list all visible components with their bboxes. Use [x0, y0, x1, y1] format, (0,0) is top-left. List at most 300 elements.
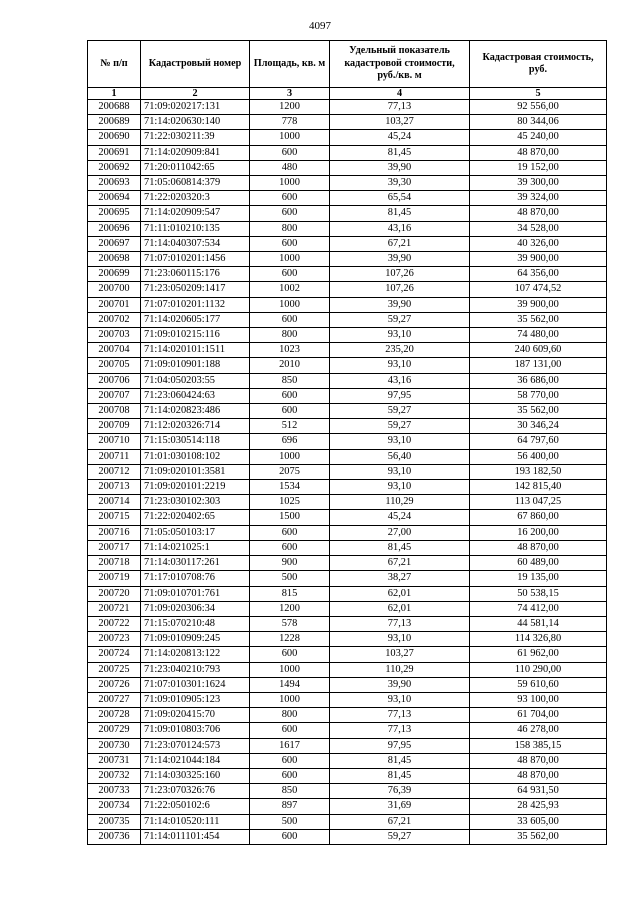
cell-cadastral-value: 50 538,15 [470, 586, 607, 601]
cell-area: 778 [250, 115, 330, 130]
cell-cadastral-value: 80 344,06 [470, 115, 607, 130]
cell-cadastral-value: 35 562,00 [470, 829, 607, 844]
cell-unit-value: 81,45 [330, 753, 470, 768]
cell-row-number: 200711 [88, 449, 141, 464]
table-row [88, 206, 607, 221]
cell-row-number: 200702 [88, 312, 141, 327]
cell-row-number: 200705 [88, 358, 141, 373]
cell-row-number: 200709 [88, 419, 141, 434]
cell-cadastral-value: 46 278,00 [470, 723, 607, 738]
cell-cadastral-value: 48 870,00 [470, 753, 607, 768]
cell-row-number: 200716 [88, 525, 141, 540]
cell-area: 696 [250, 434, 330, 449]
cell-cadastral-value: 67 860,00 [470, 510, 607, 525]
table-row [88, 556, 607, 571]
table-row [88, 404, 607, 419]
cell-unit-value: 62,01 [330, 601, 470, 616]
cell-unit-value: 59,27 [330, 829, 470, 844]
cell-row-number: 200723 [88, 632, 141, 647]
cell-unit-value: 56,40 [330, 449, 470, 464]
cell-unit-value: 110,29 [330, 662, 470, 677]
cell-cadastral-number: 71:09:010909:245 [141, 632, 250, 647]
cell-row-number: 200729 [88, 723, 141, 738]
cell-area: 1000 [250, 130, 330, 145]
cell-row-number: 200735 [88, 814, 141, 829]
cell-row-number: 200691 [88, 145, 141, 160]
cell-area: 1025 [250, 495, 330, 510]
cell-area: 600 [250, 525, 330, 540]
cell-row-number: 200689 [88, 115, 141, 130]
cell-unit-value: 235,20 [330, 343, 470, 358]
cell-row-number: 200718 [88, 556, 141, 571]
cell-cadastral-number: 71:14:020909:547 [141, 206, 250, 221]
cell-row-number: 200715 [88, 510, 141, 525]
table-row [88, 100, 607, 115]
cell-cadastral-value: 64 797,60 [470, 434, 607, 449]
table-row [88, 829, 607, 844]
cell-row-number: 200707 [88, 388, 141, 403]
cell-cadastral-value: 64 356,00 [470, 267, 607, 282]
table-row [88, 723, 607, 738]
cell-cadastral-number: 71:09:020217:131 [141, 100, 250, 115]
table-row [88, 358, 607, 373]
table-row [88, 236, 607, 251]
cell-cadastral-number: 71:23:070326:76 [141, 784, 250, 799]
table-row [88, 130, 607, 145]
cell-unit-value: 97,95 [330, 388, 470, 403]
cell-unit-value: 81,45 [330, 540, 470, 555]
cell-cadastral-number: 71:09:010901:188 [141, 358, 250, 373]
cell-unit-value: 110,29 [330, 495, 470, 510]
table-row [88, 495, 607, 510]
cell-cadastral-value: 142 815,40 [470, 480, 607, 495]
cell-cadastral-number: 71:23:060115:176 [141, 267, 250, 282]
cell-row-number: 200700 [88, 282, 141, 297]
cell-row-number: 200701 [88, 297, 141, 312]
table-row [88, 692, 607, 707]
cell-unit-value: 93,10 [330, 358, 470, 373]
cell-unit-value: 107,26 [330, 282, 470, 297]
cell-cadastral-number: 71:17:010708:76 [141, 571, 250, 586]
cell-row-number: 200724 [88, 647, 141, 662]
cell-cadastral-value: 39 900,00 [470, 252, 607, 267]
cell-cadastral-value: 48 870,00 [470, 540, 607, 555]
cell-area: 600 [250, 753, 330, 768]
cell-row-number: 200713 [88, 480, 141, 495]
cell-row-number: 200694 [88, 191, 141, 206]
cell-cadastral-number: 71:14:020605:177 [141, 312, 250, 327]
cell-cadastral-value: 187 131,00 [470, 358, 607, 373]
table-row [88, 662, 607, 677]
cell-cadastral-value: 59 610,60 [470, 677, 607, 692]
cell-cadastral-number: 71:15:070210:48 [141, 616, 250, 631]
cell-area: 600 [250, 404, 330, 419]
cell-unit-value: 77,13 [330, 723, 470, 738]
cell-cadastral-value: 36 686,00 [470, 373, 607, 388]
cell-cadastral-number: 71:09:020415:70 [141, 708, 250, 723]
table-row [88, 328, 607, 343]
cell-cadastral-number: 71:23:070124:573 [141, 738, 250, 753]
cell-cadastral-number: 71:11:010210:135 [141, 221, 250, 236]
cell-area: 1002 [250, 282, 330, 297]
table-row [88, 540, 607, 555]
cell-cadastral-number: 71:09:020306:34 [141, 601, 250, 616]
cell-cadastral-value: 60 489,00 [470, 556, 607, 571]
cell-row-number: 200722 [88, 616, 141, 631]
cell-unit-value: 43,16 [330, 373, 470, 388]
table-row [88, 647, 607, 662]
cell-cadastral-value: 48 870,00 [470, 145, 607, 160]
cell-cadastral-number: 71:14:020630:140 [141, 115, 250, 130]
cell-cadastral-value: 58 770,00 [470, 388, 607, 403]
cell-cadastral-value: 61 962,00 [470, 647, 607, 662]
cell-cadastral-value: 158 385,15 [470, 738, 607, 753]
cell-cadastral-value: 114 326,80 [470, 632, 607, 647]
column-number: 1 [88, 88, 141, 100]
cell-row-number: 200708 [88, 404, 141, 419]
cell-row-number: 200698 [88, 252, 141, 267]
cell-area: 600 [250, 540, 330, 555]
table-row [88, 312, 607, 327]
cell-cadastral-value: 16 200,00 [470, 525, 607, 540]
cell-unit-value: 39,30 [330, 176, 470, 191]
cell-row-number: 200690 [88, 130, 141, 145]
cell-area: 2075 [250, 464, 330, 479]
table-row [88, 814, 607, 829]
cell-row-number: 200704 [88, 343, 141, 358]
table-row [88, 677, 607, 692]
table-row [88, 708, 607, 723]
table-row [88, 632, 607, 647]
cell-row-number: 200721 [88, 601, 141, 616]
table-row [88, 343, 607, 358]
cell-row-number: 200734 [88, 799, 141, 814]
cell-area: 1494 [250, 677, 330, 692]
cell-area: 1228 [250, 632, 330, 647]
table-row [88, 738, 607, 753]
cell-cadastral-value: 110 290,00 [470, 662, 607, 677]
cell-area: 600 [250, 312, 330, 327]
cell-cadastral-number: 71:05:060814:379 [141, 176, 250, 191]
cell-unit-value: 67,21 [330, 814, 470, 829]
cell-row-number: 200730 [88, 738, 141, 753]
cell-cadastral-number: 71:09:010701:761 [141, 586, 250, 601]
table-body [88, 100, 607, 845]
cell-area: 800 [250, 328, 330, 343]
cell-area: 1200 [250, 100, 330, 115]
table-row [88, 753, 607, 768]
cell-unit-value: 81,45 [330, 206, 470, 221]
cell-row-number: 200727 [88, 692, 141, 707]
table-row [88, 525, 607, 540]
cell-area: 600 [250, 236, 330, 251]
cell-area: 600 [250, 829, 330, 844]
cell-area: 815 [250, 586, 330, 601]
cell-cadastral-value: 35 562,00 [470, 404, 607, 419]
cell-cadastral-number: 71:23:060424:63 [141, 388, 250, 403]
cell-cadastral-value: 39 324,00 [470, 191, 607, 206]
table-row [88, 297, 607, 312]
cell-cadastral-number: 71:23:040210:793 [141, 662, 250, 677]
cell-unit-value: 93,10 [330, 480, 470, 495]
cell-cadastral-number: 71:14:020909:841 [141, 145, 250, 160]
table-row [88, 510, 607, 525]
cell-cadastral-number: 71:14:021025:1 [141, 540, 250, 555]
cell-cadastral-value: 48 870,00 [470, 768, 607, 783]
cell-cadastral-number: 71:23:030102:303 [141, 495, 250, 510]
cell-cadastral-value: 45 240,00 [470, 130, 607, 145]
cell-cadastral-value: 33 605,00 [470, 814, 607, 829]
table-row [88, 601, 607, 616]
cell-area: 600 [250, 723, 330, 738]
cell-area: 578 [250, 616, 330, 631]
cell-area: 897 [250, 799, 330, 814]
cell-row-number: 200692 [88, 160, 141, 175]
cell-cadastral-number: 71:20:011042:65 [141, 160, 250, 175]
cell-row-number: 200696 [88, 221, 141, 236]
cell-cadastral-value: 40 326,00 [470, 236, 607, 251]
cell-row-number: 200731 [88, 753, 141, 768]
cell-unit-value: 76,39 [330, 784, 470, 799]
table-row [88, 176, 607, 191]
cell-row-number: 200710 [88, 434, 141, 449]
cell-cadastral-value: 92 556,00 [470, 100, 607, 115]
cell-cadastral-value: 74 412,00 [470, 601, 607, 616]
cell-cadastral-number: 71:07:010201:1456 [141, 252, 250, 267]
table-row [88, 267, 607, 282]
cell-area: 1200 [250, 601, 330, 616]
cell-cadastral-number: 71:14:010520:111 [141, 814, 250, 829]
cell-area: 600 [250, 388, 330, 403]
cell-unit-value: 81,45 [330, 145, 470, 160]
cell-unit-value: 39,90 [330, 252, 470, 267]
cell-cadastral-value: 113 047,25 [470, 495, 607, 510]
cell-cadastral-number: 71:05:050103:17 [141, 525, 250, 540]
cell-unit-value: 67,21 [330, 556, 470, 571]
cell-cadastral-value: 19 135,00 [470, 571, 607, 586]
cell-row-number: 200728 [88, 708, 141, 723]
page-number: 4097 [309, 20, 331, 32]
cell-row-number: 200699 [88, 267, 141, 282]
cell-cadastral-number: 71:14:020823:486 [141, 404, 250, 419]
table-row [88, 160, 607, 175]
cell-area: 1000 [250, 662, 330, 677]
cell-cadastral-value: 240 609,60 [470, 343, 607, 358]
cell-area: 600 [250, 768, 330, 783]
cell-cadastral-value: 61 704,00 [470, 708, 607, 723]
cell-area: 900 [250, 556, 330, 571]
table-row [88, 464, 607, 479]
cell-cadastral-value: 64 931,50 [470, 784, 607, 799]
cell-row-number: 200736 [88, 829, 141, 844]
header-unit-value: Удельный показатель кадастровой стоимости, руб./кв. м [330, 41, 470, 88]
table-row [88, 221, 607, 236]
cell-unit-value: 97,95 [330, 738, 470, 753]
cell-row-number: 200719 [88, 571, 141, 586]
cell-area: 600 [250, 647, 330, 662]
table-row [88, 571, 607, 586]
cell-area: 800 [250, 221, 330, 236]
cell-area: 1000 [250, 252, 330, 267]
cell-cadastral-number: 71:14:021044:184 [141, 753, 250, 768]
cell-area: 2010 [250, 358, 330, 373]
cell-unit-value: 59,27 [330, 404, 470, 419]
cell-unit-value: 59,27 [330, 419, 470, 434]
cell-unit-value: 107,26 [330, 267, 470, 282]
table-row [88, 419, 607, 434]
column-number: 2 [141, 88, 250, 100]
cell-unit-value: 39,90 [330, 677, 470, 692]
cell-area: 1534 [250, 480, 330, 495]
cell-unit-value: 67,21 [330, 236, 470, 251]
header-row-number: № п/п [88, 41, 141, 88]
cell-area: 600 [250, 267, 330, 282]
cell-cadastral-number: 71:22:020402:65 [141, 510, 250, 525]
column-number: 3 [250, 88, 330, 100]
table-row [88, 191, 607, 206]
cell-area: 500 [250, 571, 330, 586]
header-area: Площадь, кв. м [250, 41, 330, 88]
cell-area: 480 [250, 160, 330, 175]
cell-unit-value: 93,10 [330, 328, 470, 343]
cell-unit-value: 62,01 [330, 586, 470, 601]
cell-area: 1000 [250, 692, 330, 707]
cell-cadastral-value: 107 474,52 [470, 282, 607, 297]
cell-row-number: 200714 [88, 495, 141, 510]
table-row [88, 616, 607, 631]
cell-cadastral-value: 74 480,00 [470, 328, 607, 343]
cell-area: 1500 [250, 510, 330, 525]
cell-cadastral-number: 71:09:020101:2219 [141, 480, 250, 495]
cell-unit-value: 39,90 [330, 297, 470, 312]
table-row [88, 586, 607, 601]
cell-unit-value: 77,13 [330, 708, 470, 723]
cell-row-number: 200725 [88, 662, 141, 677]
cell-row-number: 200733 [88, 784, 141, 799]
cadastral-value-table [87, 40, 607, 845]
cell-area: 800 [250, 708, 330, 723]
cell-cadastral-number: 71:23:050209:1417 [141, 282, 250, 297]
cell-cadastral-value: 44 581,14 [470, 616, 607, 631]
cell-row-number: 200695 [88, 206, 141, 221]
cell-cadastral-number: 71:14:040307:534 [141, 236, 250, 251]
cell-cadastral-value: 56 400,00 [470, 449, 607, 464]
table-row [88, 768, 607, 783]
column-number: 4 [330, 88, 470, 100]
column-number: 5 [470, 88, 607, 100]
table-row [88, 799, 607, 814]
cell-cadastral-number: 71:09:010215:116 [141, 328, 250, 343]
cell-cadastral-value: 193 182,50 [470, 464, 607, 479]
cell-unit-value: 39,90 [330, 160, 470, 175]
table-row [88, 434, 607, 449]
cell-cadastral-value: 35 562,00 [470, 312, 607, 327]
cell-area: 1000 [250, 176, 330, 191]
cell-area: 600 [250, 206, 330, 221]
cell-cadastral-number: 71:04:050203:55 [141, 373, 250, 388]
cell-row-number: 200726 [88, 677, 141, 692]
cell-cadastral-value: 39 300,00 [470, 176, 607, 191]
table-header-row [88, 41, 607, 88]
cell-unit-value: 93,10 [330, 692, 470, 707]
cell-cadastral-number: 71:01:030108:102 [141, 449, 250, 464]
cell-cadastral-number: 71:07:010301:1624 [141, 677, 250, 692]
cell-cadastral-value: 28 425,93 [470, 799, 607, 814]
cell-cadastral-number: 71:22:050102:6 [141, 799, 250, 814]
cell-area: 1000 [250, 297, 330, 312]
cell-unit-value: 103,27 [330, 115, 470, 130]
cell-cadastral-number: 71:12:020326:714 [141, 419, 250, 434]
cell-cadastral-value: 48 870,00 [470, 206, 607, 221]
cell-unit-value: 59,27 [330, 312, 470, 327]
cell-unit-value: 38,27 [330, 571, 470, 586]
cell-unit-value: 45,24 [330, 130, 470, 145]
cell-row-number: 200712 [88, 464, 141, 479]
cell-row-number: 200697 [88, 236, 141, 251]
cell-unit-value: 81,45 [330, 768, 470, 783]
cell-cadastral-value: 93 100,00 [470, 692, 607, 707]
cell-cadastral-number: 71:14:030117:261 [141, 556, 250, 571]
table-row [88, 115, 607, 130]
cell-unit-value: 77,13 [330, 616, 470, 631]
cell-area: 500 [250, 814, 330, 829]
cell-row-number: 200703 [88, 328, 141, 343]
cell-unit-value: 93,10 [330, 434, 470, 449]
cell-unit-value: 93,10 [330, 632, 470, 647]
cell-row-number: 200693 [88, 176, 141, 191]
table-row [88, 373, 607, 388]
cell-unit-value: 43,16 [330, 221, 470, 236]
table-row [88, 388, 607, 403]
cell-row-number: 200720 [88, 586, 141, 601]
cell-area: 512 [250, 419, 330, 434]
cell-cadastral-number: 71:14:020101:1511 [141, 343, 250, 358]
table-row [88, 449, 607, 464]
cell-cadastral-value: 30 346,24 [470, 419, 607, 434]
cell-area: 600 [250, 191, 330, 206]
cell-cadastral-number: 71:09:010905:123 [141, 692, 250, 707]
cell-unit-value: 65,54 [330, 191, 470, 206]
cell-cadastral-number: 71:15:030514:118 [141, 434, 250, 449]
table-row [88, 784, 607, 799]
table-row [88, 480, 607, 495]
cell-area: 850 [250, 784, 330, 799]
header-cadastral-value: Кадастровая стоимость, руб. [470, 41, 607, 88]
column-number-row [88, 88, 607, 100]
cell-unit-value: 77,13 [330, 100, 470, 115]
cell-unit-value: 27,00 [330, 525, 470, 540]
cell-cadastral-number: 71:22:020320:3 [141, 191, 250, 206]
cell-cadastral-value: 34 528,00 [470, 221, 607, 236]
cell-area: 1000 [250, 449, 330, 464]
cell-unit-value: 45,24 [330, 510, 470, 525]
cell-area: 850 [250, 373, 330, 388]
table-row [88, 252, 607, 267]
cell-unit-value: 31,69 [330, 799, 470, 814]
table-row [88, 282, 607, 297]
header-cadastral-number: Кадастровый номер [141, 41, 250, 88]
table-row [88, 145, 607, 160]
cell-cadastral-value: 19 152,00 [470, 160, 607, 175]
cell-cadastral-value: 39 900,00 [470, 297, 607, 312]
cell-row-number: 200732 [88, 768, 141, 783]
cell-cadastral-number: 71:14:030325:160 [141, 768, 250, 783]
cell-unit-value: 103,27 [330, 647, 470, 662]
cell-area: 600 [250, 145, 330, 160]
cell-area: 1617 [250, 738, 330, 753]
cell-cadastral-number: 71:09:010803:706 [141, 723, 250, 738]
cell-row-number: 200706 [88, 373, 141, 388]
